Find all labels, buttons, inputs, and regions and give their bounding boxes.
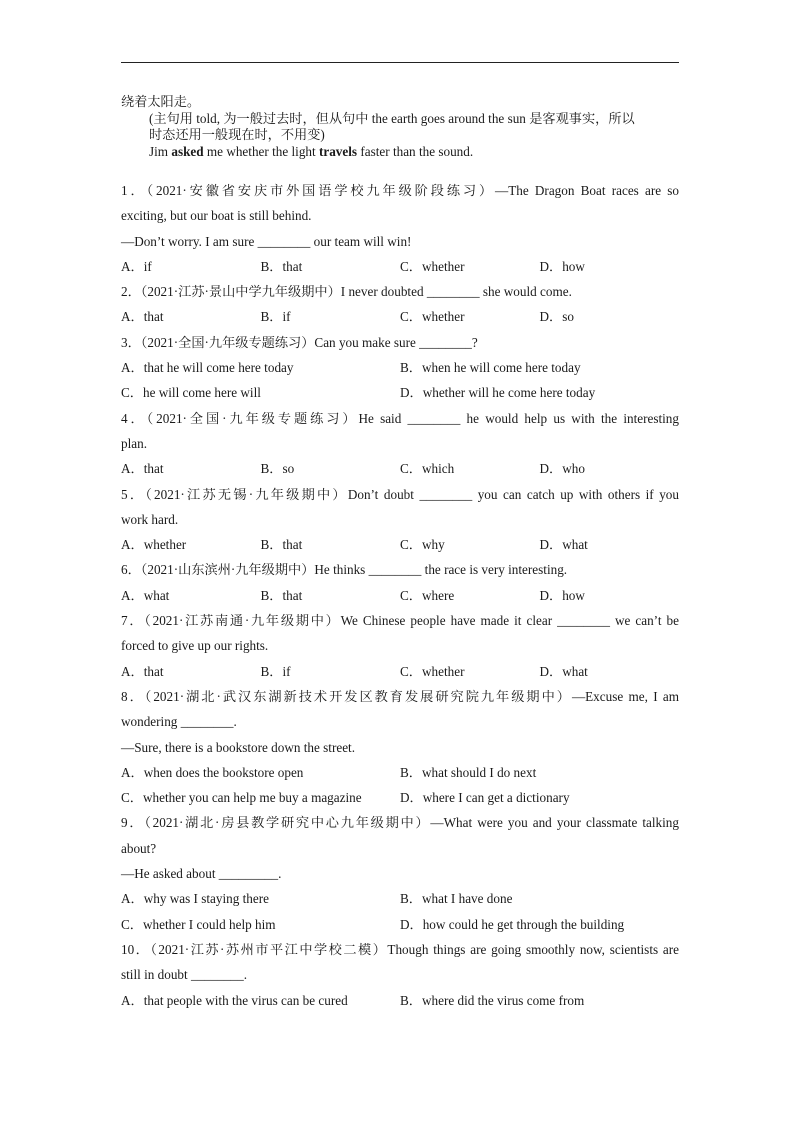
answer-option[interactable]: B．so: [260, 461, 295, 477]
intro-line: 绕着太阳走。: [121, 94, 201, 109]
answer-option[interactable]: D．how: [539, 258, 585, 274]
answer-option[interactable]: C．whether I could help him: [121, 916, 276, 932]
example-text: me whether the light: [203, 143, 319, 159]
question-item: [121, 482, 679, 558]
grammar-note-line: (主句用 told, 为一般过去时，但从句中 the earth goes around the sun 是客观事实，所以: [149, 110, 635, 126]
question-stem-line: 4．（2021·全国·九年级专题练习）He said ________ he would help us with the interesting: [121, 410, 679, 426]
options-row: [121, 254, 679, 279]
question-stem-line: 6．（2021·山东滨州·九年级期中）He thinks ________ the race is very interesting.: [121, 562, 568, 578]
question-stem-line: work hard.: [121, 511, 179, 527]
question-stem-line: wondering ________.: [121, 714, 237, 730]
answer-option[interactable]: B．that: [260, 258, 303, 274]
question-stem-line: still in doubt ________.: [121, 967, 248, 983]
answer-option[interactable]: A．what: [121, 587, 170, 603]
answer-option[interactable]: D．where I can get a dictionary: [400, 790, 570, 806]
answer-option[interactable]: B．what should I do next: [400, 764, 537, 780]
answer-option[interactable]: D．whether will he come here today: [400, 385, 596, 401]
answer-option[interactable]: B．what I have done: [400, 891, 513, 907]
question-item: [121, 178, 679, 279]
options-row: [121, 988, 679, 1013]
options-row: [121, 304, 679, 329]
answer-option[interactable]: C．whether: [400, 663, 465, 679]
answer-option[interactable]: D．who: [539, 461, 585, 477]
answer-option[interactable]: C．whether you can help me buy a magazine: [121, 790, 362, 806]
question-stem-line: 3．（2021·全国·九年级专题练习）Can you make sure ________?: [121, 334, 478, 350]
answer-option[interactable]: B．if: [260, 309, 291, 325]
question-item: [121, 608, 679, 684]
answer-option[interactable]: D．what: [539, 663, 588, 679]
answer-option[interactable]: D．how: [539, 587, 585, 603]
answer-option[interactable]: C．whether: [400, 258, 465, 274]
answer-option[interactable]: A．when does the bookstore open: [121, 764, 304, 780]
answer-option[interactable]: B．where did the virus come from: [400, 992, 585, 1008]
question-item: [121, 279, 679, 330]
options-row: [121, 785, 679, 810]
options-row: [121, 912, 679, 937]
question-stem-line: 10．（2021·江苏·苏州市平江中学校二模）Though things are going smoothly now, scientists are: [121, 941, 679, 957]
answer-option[interactable]: B．when he will come here today: [400, 360, 581, 376]
question-list: [121, 178, 679, 1013]
options-row: [121, 380, 679, 405]
answer-option[interactable]: A．why was I staying there: [121, 891, 269, 907]
answer-option[interactable]: C．whether: [400, 309, 465, 325]
options-row: [121, 532, 679, 557]
question-stem-line: forced to give up our rights.: [121, 638, 269, 654]
example-text: Jim: [149, 143, 172, 159]
answer-option[interactable]: D．how could he get through the building: [400, 916, 625, 932]
options-row: [121, 659, 679, 684]
question-item: [121, 684, 679, 810]
answer-option[interactable]: C．where: [400, 587, 455, 603]
question-stem-line: —Don’t worry. I am sure ________ our team will win!: [121, 233, 412, 249]
question-stem-line: —He asked about _________.: [121, 866, 282, 882]
options-row: [121, 886, 679, 911]
answer-option[interactable]: C．which: [400, 461, 455, 477]
options-row: [121, 583, 679, 608]
example-bold: asked: [171, 143, 204, 159]
question-stem-line: 9．（2021·湖北·房县教学研究中心九年级期中）—What were you and your classmate talking: [121, 815, 679, 831]
spacer: [121, 160, 679, 178]
question-stem-line: 8．（2021·湖北·武汉东湖新技术开发区教育发展研究院九年级期中）—Excuse me, I am: [121, 688, 679, 704]
question-stem-line: 2．（2021·江苏·景山中学九年级期中）I never doubted ________ she would come.: [121, 284, 572, 300]
answer-option[interactable]: D．what: [539, 537, 588, 553]
question-stem-line: 1．（2021·安徽省安庆市外国语学校九年级阶段练习）—The Dragon Boat races are so: [121, 183, 679, 198]
question-stem-line: 5．（2021·江苏无锡·九年级期中）Don’t doubt ________ you can catch up with others if you: [121, 486, 679, 502]
question-stem-line: —Sure, there is a bookstore down the street.: [121, 739, 356, 755]
answer-option[interactable]: A．that: [121, 309, 164, 325]
answer-option[interactable]: C．he will come here will: [121, 385, 261, 401]
document-body: [121, 94, 679, 1013]
example-bold: travels: [318, 143, 358, 159]
answer-option[interactable]: A．that: [121, 461, 164, 477]
answer-option[interactable]: D．so: [539, 309, 574, 325]
question-stem-line: plan.: [121, 435, 148, 451]
answer-option[interactable]: B．that: [260, 537, 303, 553]
example-sentence: [121, 144, 679, 161]
answer-option[interactable]: A．if: [121, 258, 152, 274]
answer-option[interactable]: A．that he will come here today: [121, 360, 294, 376]
answer-option[interactable]: C．why: [400, 537, 445, 553]
answer-option[interactable]: A．that people with the virus can be cured: [121, 992, 348, 1008]
question-item: [121, 330, 679, 406]
question-item: [121, 406, 679, 482]
options-row: [121, 355, 679, 380]
question-stem-line: exciting, but our boat is still behind.: [121, 208, 312, 224]
grammar-note-line: 时态还用一般现在时，不用变): [149, 127, 325, 142]
answer-option[interactable]: B．if: [260, 663, 291, 679]
answer-option[interactable]: A．whether: [121, 537, 187, 553]
question-stem-line: 7．（2021·江苏南通·九年级期中）We Chinese people have made it clear ________ we can’t be: [121, 613, 679, 629]
question-item: [121, 557, 679, 608]
question-stem-line: about?: [121, 840, 157, 856]
question-item: [121, 810, 679, 936]
question-item: [121, 937, 679, 1013]
example-text: faster than the sound.: [357, 143, 474, 159]
header-rule: [121, 62, 679, 63]
options-row: [121, 760, 679, 785]
answer-option[interactable]: B．that: [260, 587, 303, 603]
options-row: [121, 456, 679, 481]
answer-option[interactable]: A．that: [121, 663, 164, 679]
